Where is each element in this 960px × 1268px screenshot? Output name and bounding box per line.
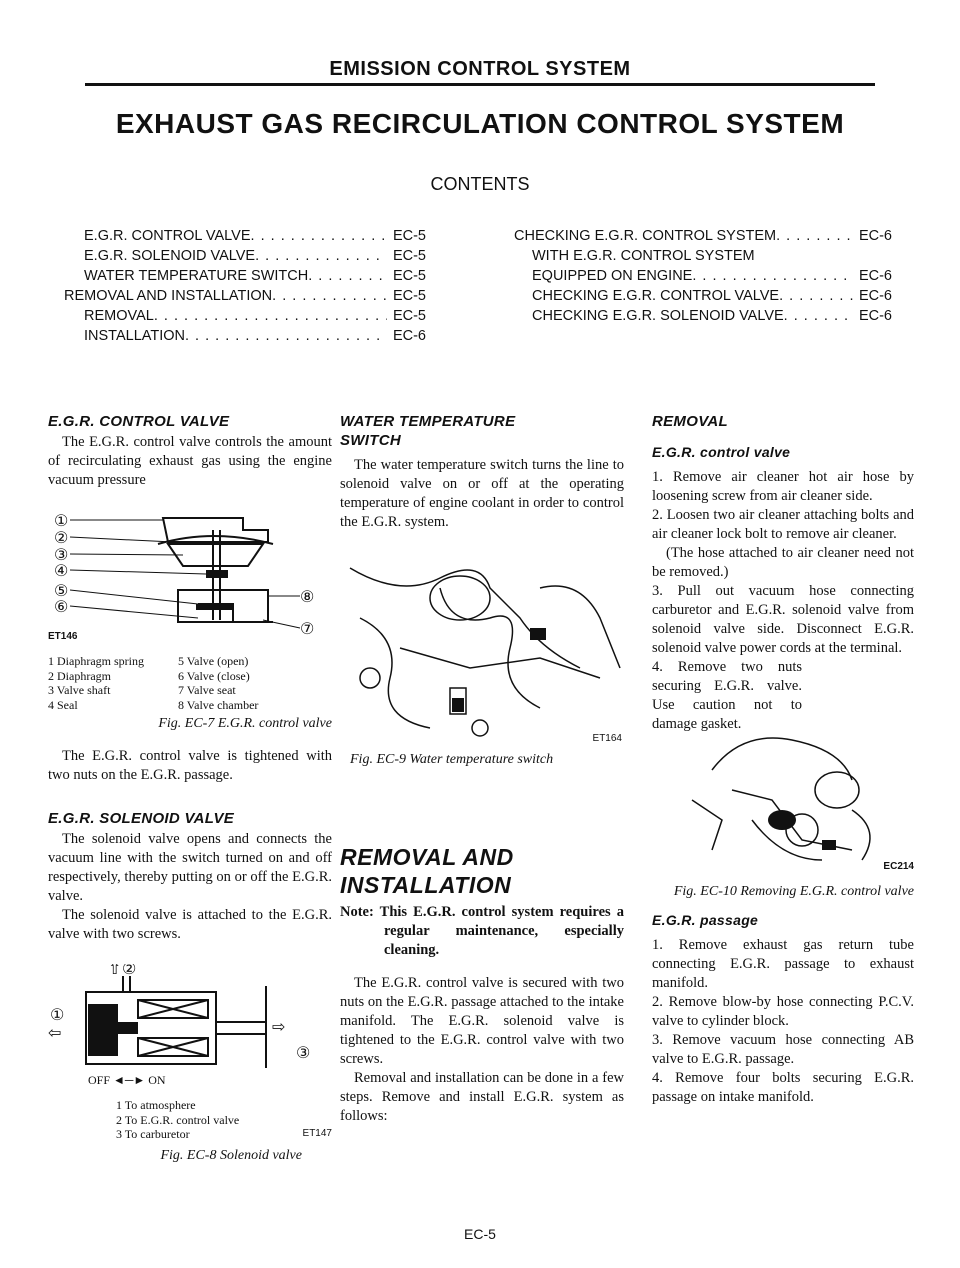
callout-7: ⑦ (300, 621, 315, 638)
paragraph: The E.G.R. control valve is tightened with two nuts on the E.G.R. passage. (48, 748, 332, 783)
callout-5: ⑤ (54, 583, 69, 600)
solenoid-valve-diagram (48, 964, 332, 1088)
figure-legend: 1 Diaphragm spring 2 Diaphragm 3 Valve shaft 4 Seal 5 Valve (open) 6 Valve (close) 7 Valve seat 8 Valve chamber (48, 654, 259, 712)
heading-removal: REMOVAL (652, 413, 728, 430)
page-title: EXHAUST GAS RECIRCULATION CONTROL SYSTEM (115, 108, 845, 139)
callout-2: ② (122, 964, 137, 978)
callout-1: ① (50, 1007, 65, 1024)
step: 3. Pull out vacuum hose connecting carburetor and E.G.R. solenoid valve from solenoid valve side. Disconnect E.G.R. solenoid valve power cords at the terminal. (652, 583, 914, 656)
heading-removal-and-installation: REMOVAL AND INSTALLATION (340, 844, 514, 898)
figure-code: ET146 (48, 631, 78, 642)
toc-item: REMOVAL . . . EC-5 (84, 306, 426, 326)
toc-item: WATER TEMPERATURE SWITCH . . . EC-5 (84, 266, 426, 286)
step: 2. Remove blow-by hose connecting P.C.V. valve to cylinder block. (652, 994, 914, 1029)
callout-1: ① (54, 513, 69, 530)
step: 3. Remove vacuum hose connecting AB valve to E.G.R. passage. (652, 1032, 914, 1067)
toc-item: EQUIPPED ON ENGINE . . . EC-6 (514, 266, 892, 286)
toc-item: WITH E.G.R. CONTROL SYSTEM (532, 248, 755, 264)
callout-8: ⑧ (300, 589, 315, 606)
toc-item: CHECKING E.G.R. SOLENOID VALVE . . . EC-6 (514, 306, 892, 326)
callout-4: ④ (54, 563, 69, 580)
removing-egr-valve-photo (652, 730, 914, 880)
arrow-icon: ⇨ (272, 1019, 286, 1036)
toc-item: CHECKING E.G.R. CONTROL SYSTEM . . . EC-6 (514, 226, 892, 246)
toc-item: CHECKING E.G.R. CONTROL VALVE . . . EC-6 (514, 286, 892, 306)
toc-item: E.G.R. SOLENOID VALVE . . . EC-5 (84, 246, 426, 266)
page-number: EC-5 (464, 1226, 496, 1242)
toc-right (514, 226, 892, 326)
heading-water-temperature-switch: WATER TEMPERATURE SWITCH (340, 413, 516, 449)
step: 1. Remove exhaust gas return tube connecting E.G.R. passage to exhaust manifold. (652, 937, 914, 991)
figure-caption: Fig. EC-9 Water temperature switch (350, 752, 554, 767)
paragraph: The E.G.R. control valve is secured with two nuts on the E.G.R. passage attached to the intake manifold. The E.G.R. solenoid valve is tightened to the E.G.R. control valve with two screws. (340, 975, 624, 1067)
figure-solenoid-valve (48, 964, 332, 1088)
step: 1. Remove air cleaner hot air hose by loosening screw from air cleaner side. (652, 469, 914, 504)
header-rule (85, 83, 875, 86)
callout-2: ② (54, 530, 69, 547)
header-chapter: EMISSION CONTROL SYSTEM (329, 58, 631, 80)
step-note: (The hose attached to air cleaner need not be removed.) (652, 545, 914, 580)
off-on-label: OFF ◄─► ON (88, 1073, 166, 1087)
toc-item: REMOVAL AND INSTALLATION . . . EC-5 (64, 286, 426, 306)
figure-code: EC214 (883, 861, 914, 872)
egr-valve-diagram (48, 500, 332, 640)
callout-3: ③ (54, 547, 69, 564)
callout-3: ③ (296, 1045, 311, 1062)
arrow-icon: ⇦ (48, 1025, 62, 1042)
paragraph: The solenoid valve opens and connects the vacuum line with the switch turned on and off respectively, thereby putting on or off the E.G.R. valve. (48, 831, 332, 904)
figure-caption: Fig. EC-7 E.G.R. control valve (158, 716, 332, 731)
figure-caption: Fig. EC-8 Solenoid valve (160, 1147, 302, 1163)
heading-egr-solenoid-valve: E.G.R. SOLENOID VALVE (48, 810, 235, 827)
subheading-egr-passage: E.G.R. passage (652, 912, 759, 928)
paragraph: The E.G.R. control valve controls the amount of recirculating exhaust gas using the engine vacuum pressure (48, 434, 332, 488)
figure-egr-control-valve (48, 500, 332, 640)
note: Note: This E.G.R. control system requires a regular maintenance, especially cleaning. (340, 904, 624, 958)
subheading-egr-control-valve: E.G.R. control valve (652, 444, 791, 460)
figure-legend: 1 To atmosphere 2 To E.G.R. control valve 3 To carburetor ET147 (116, 1098, 332, 1141)
arrow-icon: ⇧ (108, 964, 122, 978)
callout-6: ⑥ (54, 599, 69, 616)
step: 2. Loosen two air cleaner attaching bolts and air cleaner lock bolt to remove air cleaner. (652, 507, 914, 542)
heading-egr-control-valve: E.G.R. CONTROL VALVE (48, 413, 230, 430)
contents-label: CONTENTS (430, 174, 530, 194)
figure-removing-egr-valve (652, 730, 914, 880)
toc-item: E.G.R. CONTROL VALVE . . . EC-5 (84, 226, 426, 246)
paragraph: The water temperature switch turns the line to solenoid valve on or off at the operating temperature of engine coolant in order to control the E.G.R. system. (340, 457, 624, 530)
figure-caption: Fig. EC-10 Removing E.G.R. control valve (673, 884, 914, 899)
column-2 (340, 412, 624, 1126)
toc-item: INSTALLATION . . . EC-6 (84, 326, 426, 346)
column-1 (48, 412, 332, 1165)
paragraph: The solenoid valve is attached to the E.G.R. valve with two screws. (48, 907, 332, 942)
figure-code: ET147 (302, 1128, 332, 1139)
paragraph: Removal and installation can be done in a few steps. Remove and install E.G.R. system as follows: (340, 1070, 624, 1124)
step: 4. Remove two nuts securing E.G.R. valve. Use caution not to damage gasket. (652, 659, 802, 732)
step: 4. Remove four bolts securing E.G.R. passage on intake manifold. (652, 1070, 914, 1105)
water-temperature-switch-photo (340, 558, 624, 744)
figure-water-temperature-switch (340, 558, 624, 744)
toc-left (64, 226, 426, 346)
figure-code: ET164 (592, 733, 622, 744)
column-3 (652, 412, 914, 1107)
